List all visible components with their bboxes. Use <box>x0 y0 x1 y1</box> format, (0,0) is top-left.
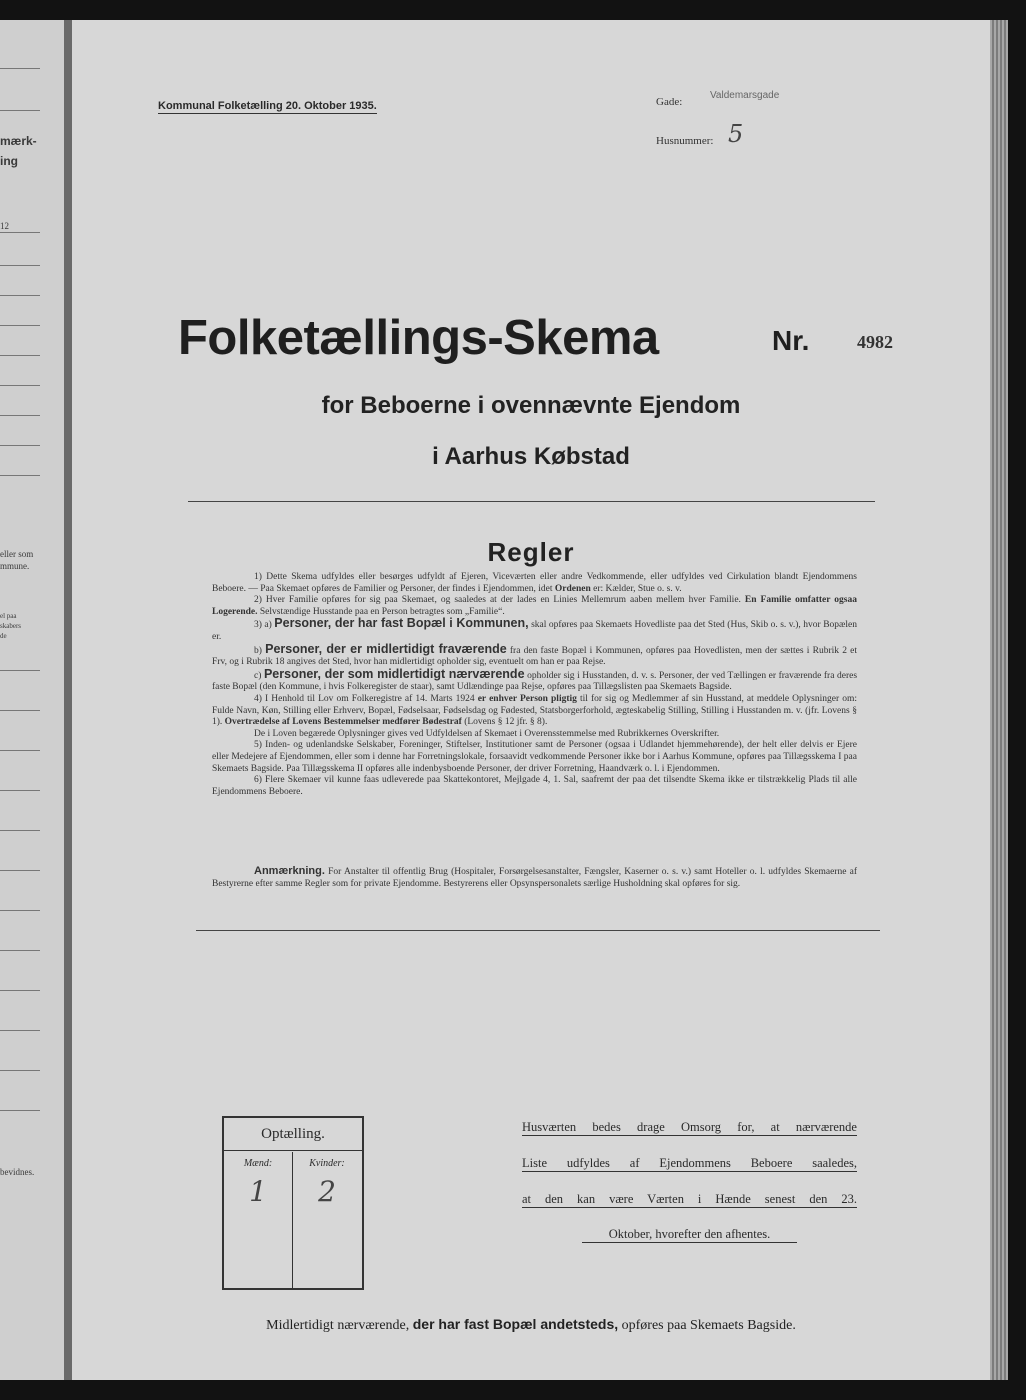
left-rule <box>0 670 40 671</box>
left-rule <box>0 475 40 476</box>
count-box <box>222 1116 364 1290</box>
form-subtitle-city: i Aarhus Købstad <box>432 443 630 470</box>
left-rule <box>0 830 40 831</box>
women-count: 2 <box>318 1175 336 1208</box>
left-fragment: mmune. <box>0 561 30 571</box>
left-rule <box>0 445 40 446</box>
left-rule <box>0 385 40 386</box>
men-label: Mænd: <box>243 1158 273 1169</box>
left-rule <box>0 1070 40 1071</box>
house-number-value: 5 <box>728 120 744 148</box>
street-value: Valdemarsgade <box>710 90 780 101</box>
landlord-notice-line: Oktober, hvorefter den afhentes. <box>582 1227 797 1243</box>
rule-3c: c) Personer, der som midlertidigt nærværende opholder sig i Husstanden, d. v. s. Personer, der ved Tællingen er fraværende fra deres faste Bopæl (den Kommune, i hvis Folkeregister de staar), samt Udlændinge paa Rejse, opføres paa Tillægslisten paa Skemaets Bagside. <box>212 666 858 693</box>
previous-page-edge <box>0 20 64 1380</box>
rule-5: 5) Inden- og udenlandske Selskaber, Foreninger, Stiftelser, Institutioner samt de Personer (ogsaa i Udlandet hjemmehørende), der helt eller delvis er Ejere eller Medejere af Ejendommen, eller som i denne har Forretningslokale, forsaavidt vedkommende Personer ikke bor i Aarhus Kommune, opføres paa Tillægsskema I paa Skemaets Bagside. Paa Tillægsskema II opføres alle indenbysboende Personer, der driver Forretning, Haandværk o. l. i Ejendommen. <box>212 740 857 774</box>
page-stack-edge <box>990 20 1008 1380</box>
left-rule <box>0 110 40 111</box>
left-rule <box>0 232 40 233</box>
left-rule <box>0 1030 40 1031</box>
rules-heading: Regler <box>487 537 575 567</box>
landlord-notice-line: Liste udfyldes af Ejendommens Beboere saaledes, <box>522 1156 857 1170</box>
landlord-notice-line: at den kan være Værten i Hænde senest den 23. <box>522 1192 857 1206</box>
women-column <box>293 1152 361 1288</box>
form-number-value: 4982 <box>857 332 893 352</box>
book-gutter <box>64 20 72 1380</box>
divider <box>188 501 875 502</box>
rule-1: 1) Dette Skema udfyldes eller besørges udfyldt af Ejeren, Viceværten eller andre Vedkommende, eller udfyldes ved Cirkulation blandt Ejendommens Beboere. — Paa Skemaet opføres de Familier og Personer, der findes i Ejendommen, idet Ordenen er: Kælder, Stue o. s. v. <box>212 572 857 594</box>
rule-4b: De i Loven begærede Oplysninger gives ved Udfyldelsen af Skemaet i Overensstemmelse med Rubrikkernes Overskrifter. <box>254 728 720 739</box>
left-fragment: ing <box>0 154 18 168</box>
rule-2: 2) Hver Familie opføres for sig paa Skemaet, og saaledes at der lades en Linies Mellemrum aaben mellem hver Familie. En Familie omfatter ogsaa Logerende. Selvstændige Husstande paa en Person betragtes som „Familie“. <box>212 595 857 617</box>
left-rule <box>0 750 40 751</box>
left-rule <box>0 325 40 326</box>
left-rule <box>0 265 40 266</box>
census-title: Kommunal Folketælling 20. Oktober 1935. <box>158 100 377 112</box>
women-label: Kvinder: <box>309 1158 345 1169</box>
form-subtitle: for Beboerne i ovennævnte Ejendom <box>321 392 741 419</box>
left-fragment: 12 <box>0 221 9 231</box>
form-title: Folketællings-Skema <box>178 311 659 365</box>
rule-3b: b) Personer, der er midlertidigt fraværende fra den faste Bopæl i Kommunen, opføres paa Hovedlisten, men der sættes i Rubrik 2 et Frv, og i Rubrik 18 angives det Sted, hvor han midlertidigt opholder sig, eventuelt om han er paa Rejse. <box>212 641 858 668</box>
left-rule <box>0 295 40 296</box>
note-text: Anmærkning. For Anstalter til offentlig Brug (Hospitaler, Forsørgelsesanstalter, Fængsler, Kaserner o. s. v.) samt Hoteller o. l. udfyldes Skemaerne af Bestyrerne efter samme Regler som for private Ejendomme. Bestyrerens eller Opsynspersonalets særlige Husholdning skal opføres for sig. <box>212 865 858 889</box>
left-rule <box>0 990 40 991</box>
house-number-label: Husnummer: <box>656 135 714 147</box>
men-column <box>224 1152 293 1288</box>
footer-text: Midlertidigt nærværende, der har fast Bopæl andetsteds, opføres paa Skemaets Bagside. <box>266 1316 796 1333</box>
left-rule <box>0 950 40 951</box>
rules-text <box>212 572 857 798</box>
left-fragment: skabers <box>0 622 21 630</box>
left-rule <box>0 710 40 711</box>
form-number-label: Nr. <box>772 325 810 356</box>
count-heading: Optælling. <box>224 1118 362 1151</box>
left-fragment: bevidnes. <box>0 1167 35 1177</box>
landlord-notice-line: Husværten bedes drage Omsorg for, at nærværende <box>522 1120 857 1134</box>
census-form-page <box>72 20 990 1380</box>
left-fragment: de <box>0 632 7 640</box>
men-count: 1 <box>249 1175 267 1208</box>
left-rule <box>0 870 40 871</box>
left-rule <box>0 1110 40 1111</box>
left-rule <box>0 790 40 791</box>
rule-6: 6) Flere Skemaer vil kunne faas udleverede paa Skattekontoret, Mejlgade 4, 1. Sal, saafremt der paa det tilsendte Skema ikke er tilstrækkelig Plads til alle Ejendommens Beboere. <box>212 775 857 797</box>
street-label: Gade: <box>656 96 683 108</box>
left-rule <box>0 68 40 69</box>
left-rule <box>0 355 40 356</box>
rule-4: 4) I Henhold til Lov om Folkeregistre af 14. Marts 1924 er enhver Person pligtig til for sig og Medlemmer af sin Husstand, at meddele Oplysninger om: Fulde Navn, Køn, Stilling eller Erhverv, Bopæl, Fødselsaar, Fødselsdag og Fødested, Statsborgerforhold, ægteskabelig Stilling, Stilling i Husstanden m. v. (jfr. Lovens § 1). Overtrædelse af Lovens Bestemmelser medfører Bødestraf (Lovens § 12 jfr. § 8). <box>212 693 857 728</box>
divider <box>196 930 880 931</box>
rule-3a: 3) a) Personer, der har fast Bopæl i Kommunen, skal opføres paa Skemaets Hovedliste paa det Sted (Hus, Skib o. s. v.), hvor Bopælen er. <box>212 616 857 642</box>
left-rule <box>0 910 40 911</box>
left-rule <box>0 415 40 416</box>
left-fragment: el paa <box>0 612 17 620</box>
left-fragment: mærk- <box>0 134 37 148</box>
left-fragment: eller som <box>0 549 34 559</box>
